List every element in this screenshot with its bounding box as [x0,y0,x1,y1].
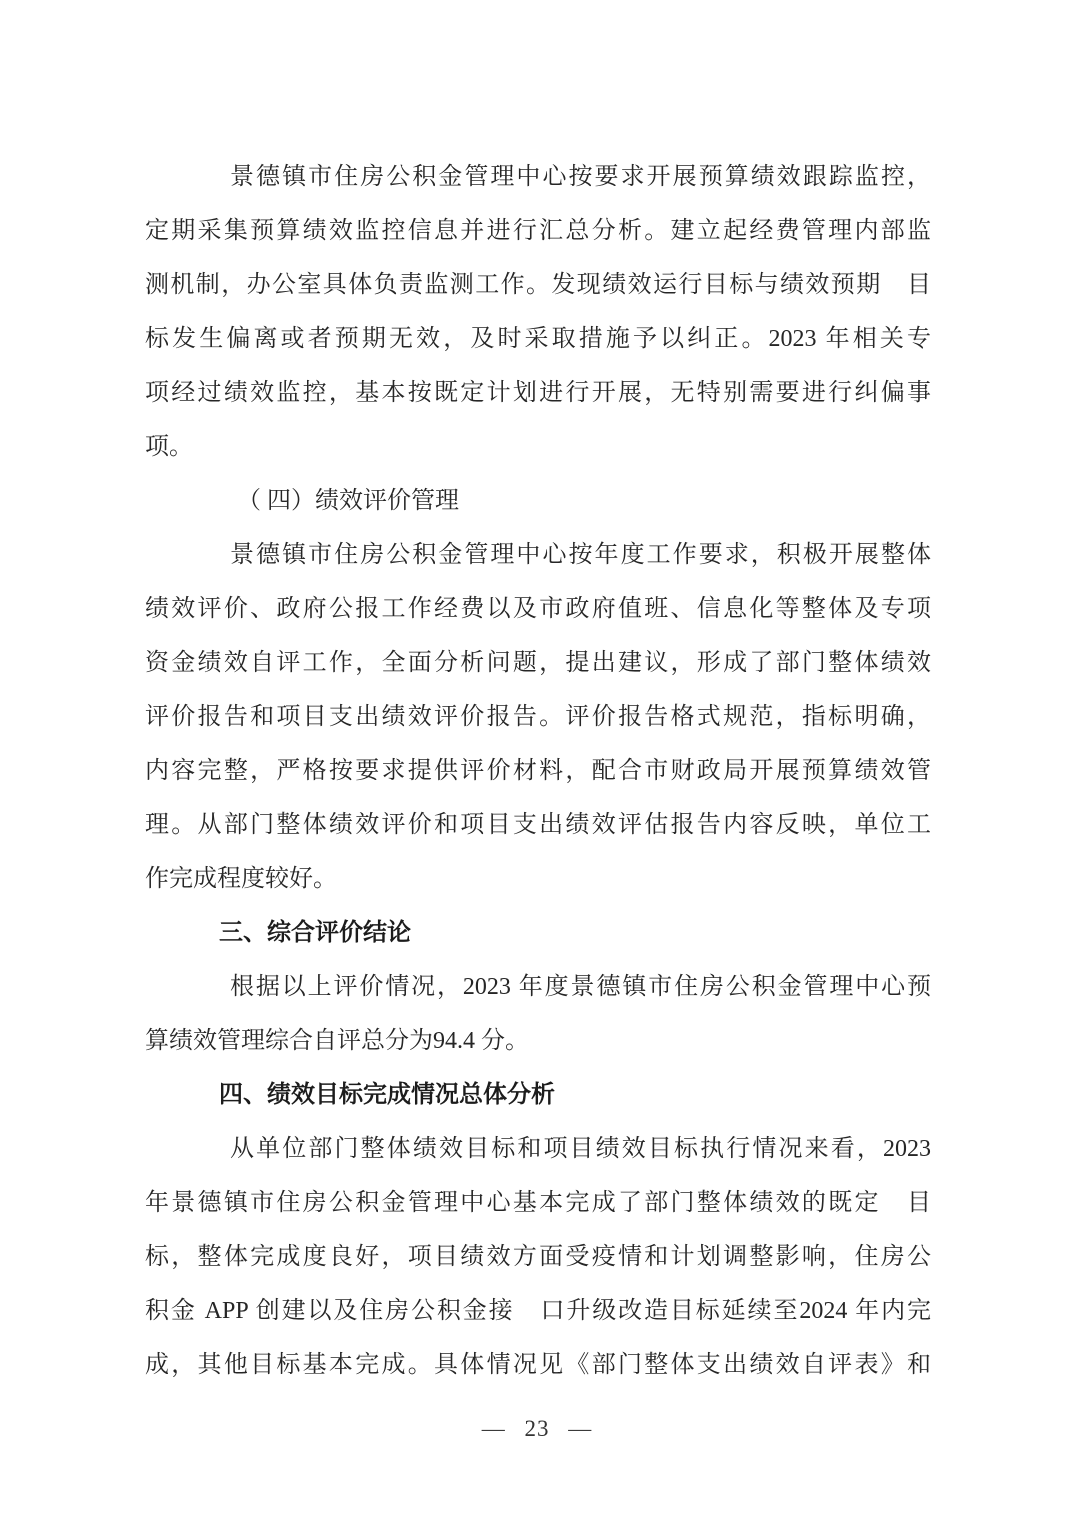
text-line: 四、绩效目标完成情况总体分析 [219,1082,555,1108]
text-line: 标发生偏离或者预期无效，及时采取措施予以纠正。2023 年相关专 [145,326,931,352]
text-line: 评价报告和项目支出绩效评价报告。评价报告格式规范，指标明确， [145,704,931,730]
text-line: 定期采集预算绩效监控信息并进行汇总分析。建立起经费管理内部监 [145,218,931,244]
text-line: 景德镇市住房公积金管理中心按年度工作要求，积极开展整体 [230,542,931,568]
text-line: 三、综合评价结论 [219,920,411,946]
page-number-dash-right: — [568,1416,593,1441]
text-body [145,150,931,1392]
paragraph [145,528,931,906]
text-line: 根据以上评价情况，2023 年度景德镇市住房公积金管理中心预 [230,974,931,1000]
text-line: 成，其他目标基本完成。具体情况见《部门整体支出绩效自评表》和 [145,1352,931,1378]
text-line: 从单位部门整体绩效目标和项目绩效目标执行情况来看，2023 [230,1136,931,1162]
text-line: 年景德镇市住房公积金管理中心基本完成了部门整体绩效的既定 目 [145,1190,931,1216]
section-heading [145,1068,931,1122]
text-line: 标，整体完成度良好，项目绩效方面受疫情和计划调整影响，住房公 [145,1244,931,1270]
text-line: 资金绩效自评工作，全面分析问题，提出建议，形成了部门整体绩效 [145,650,931,676]
page-number-dash-left: — [481,1416,506,1441]
text-line: 绩效评价、政府公报工作经费以及市政府值班、信息化等整体及专项 [145,596,931,622]
text-line: 理。从部门整体绩效评价和项目支出绩效评估报告内容反映，单位工 [145,812,931,838]
paragraph [145,150,931,474]
text-line: 项。 [145,434,193,460]
text-line: 景德镇市住房公积金管理中心按要求开展预算绩效跟踪监控， [230,164,931,190]
text-line: 积金 APP 创建以及住房公积金接 口升级改造目标延续至2024 年内完 [145,1298,931,1324]
section-subheading [145,474,931,528]
text-line: 算绩效管理综合自评总分为94.4 分。 [145,1028,529,1054]
page-number: 23 [524,1416,550,1441]
page-footer [0,1416,1074,1442]
paragraph [145,1122,931,1392]
section-heading [145,906,931,960]
paragraph [145,960,931,1068]
text-line: 测机制，办公室具体负责监测工作。发现绩效运行目标与绩效预期 目 [145,272,931,298]
text-line: 项经过绩效监控，基本按既定计划进行开展，无特别需要进行纠偏事 [145,380,931,406]
text-line: 内容完整，严格按要求提供评价材料，配合市财政局开展预算绩效管 [145,758,931,784]
text-line: 作完成程度较好。 [145,866,337,892]
text-line: （ 四）绩效评价管理 [237,488,459,514]
